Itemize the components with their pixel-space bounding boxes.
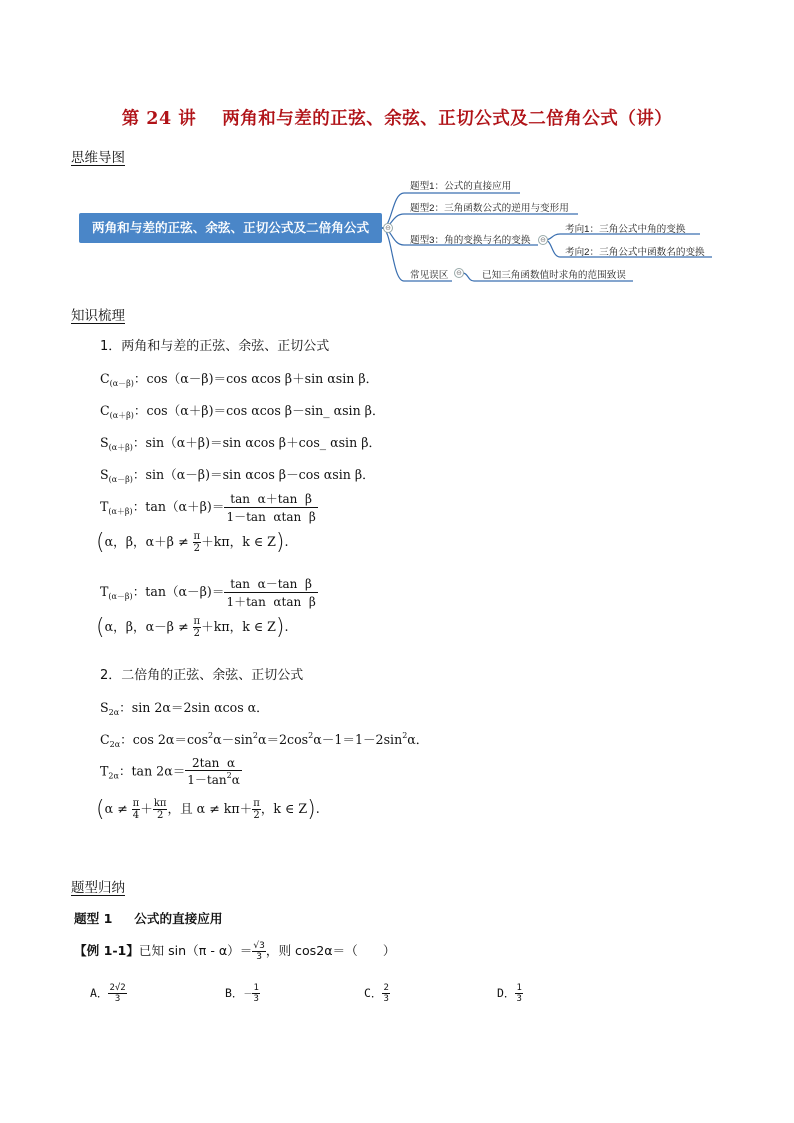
formula-t-plus: $T_{(\alpha+\beta)}$：tan（α＋β)＝ $\frac{\text{tan α＋tan β}}{\text{1－tan αtan β}}$ xyxy=(100,492,316,524)
knowledge-heading-1: 1．两角和与差的正弦、余弦、正切公式 xyxy=(100,339,330,354)
formula-c-minus: $C_{(\alpha-\beta)}$：cos（α－β)＝cos αcos β＋sin αsin β． xyxy=(100,371,379,388)
formula-t2-condition: (α ≠ $\frac{\pi}{4}$ ＋ $\frac{k\pi}{2}$ ，且 α ≠ kπ＋ $\frac{\pi}{2}$ ，k ∈ Z). xyxy=(96,797,320,822)
collapse-icon[interactable]: ⊖ xyxy=(383,223,393,233)
section-knowledge: 知识梳理 xyxy=(71,308,125,324)
formula-s-minus: $S_{(\alpha-\beta)}$：sin（α－β)＝sin αcos β－cos αsin β． xyxy=(100,467,375,484)
example-1-1: 【例 1-1】已知 sin（π - α）＝ $\frac{√3}{3}$ ，则 cos2α＝（ ） xyxy=(74,941,396,962)
formula-t-plus-condition: (α，β，α＋β ≠ $\frac{\pi}{2}$ ＋kπ，k ∈ Z). xyxy=(96,530,289,555)
option-c[interactable]: C． $\frac{2}{3}$ xyxy=(364,983,389,1004)
formula-c2: $C_{2\alpha}$：$\cos 2\alpha=\cos^2\alpha-\sin^2\alpha=2\cos^2\alpha-1=1-2\sin^2\alpha$． xyxy=(100,731,429,749)
section-mindmap: 思维导图 xyxy=(71,150,125,166)
mindmap-branch-4[interactable]: 常见误区 xyxy=(410,270,449,281)
fraction: $\frac{\text{2tan α}}{1-\tan^2\alpha}$ xyxy=(187,756,240,787)
formula-t2: $T_{2\alpha}$：tan 2α＝ $\frac{\text{2tan α}}{1-\tan^2\alpha}$ xyxy=(100,756,240,787)
mindmap-branch-3[interactable]: 题型3：角的变换与名的变换 xyxy=(410,235,531,246)
option-a[interactable]: A． $\frac{2√2}{3}$ xyxy=(90,983,126,1004)
mindmap-branch-4-child-1[interactable]: 已知三角函数值时求角的范围致误 xyxy=(482,270,626,281)
lecture-number: 第 24 讲 xyxy=(121,109,197,129)
knowledge-heading-2: 2．二倍角的正弦、余弦、正切公式 xyxy=(100,668,304,683)
formula-s2: $S_{2\alpha}$：sin 2α＝2sin αcos α． xyxy=(100,700,269,717)
mindmap-branch-3-child-1[interactable]: 考向1：三角公式中角的变换 xyxy=(565,224,686,235)
formula-s-plus: $S_{(\alpha+\beta)}$：sin（α＋β)＝sin αcos β＋cos_ αsin β． xyxy=(100,435,382,452)
formula-t-minus: $T_{(\alpha-\beta)}$：tan（α－β)＝ $\frac{\text{tan α－tan β}}{\text{1＋tan αtan β}}$ xyxy=(100,577,316,609)
section-types: 题型归纳 xyxy=(71,880,125,896)
option-b[interactable]: B．－ $\frac{1}{3}$ xyxy=(225,983,259,1004)
formula-c-plus: $C_{(\alpha+\beta)}$：cos（α＋β)＝cos αcos β－sin_ αsin β． xyxy=(100,403,385,420)
mindmap-branch-2[interactable]: 题型2：三角函数公式的逆用与变形用 xyxy=(410,203,569,214)
mindmap-branch-1[interactable]: 题型1：公式的直接应用 xyxy=(410,181,512,192)
lecture-topic: 两角和与差的正弦、余弦、正切公式及二倍角公式（讲） xyxy=(222,109,673,129)
collapse-icon[interactable]: ⊖ xyxy=(538,235,548,245)
type-1-heading: 题型 1 公式的直接应用 xyxy=(74,911,223,926)
mindmap-root[interactable]: 两角和与差的正弦、余弦、正切公式及二倍角公式 xyxy=(79,213,382,243)
option-d[interactable]: D． $\frac{1}{3}$ xyxy=(497,983,522,1004)
fraction: $\frac{\text{tan α＋tan β}}{\text{1－tan αtan β}}$ xyxy=(226,492,316,524)
fraction: $\frac{\text{tan α－tan β}}{\text{1＋tan αtan β}}$ xyxy=(226,577,316,609)
mindmap-branch-3-child-2[interactable]: 考向2：三角公式中函数名的变换 xyxy=(565,247,705,258)
formula-t-minus-condition: (α，β，α－β ≠ $\frac{\pi}{2}$ ＋kπ，k ∈ Z). xyxy=(96,615,289,640)
collapse-icon[interactable]: ⊖ xyxy=(454,268,464,278)
